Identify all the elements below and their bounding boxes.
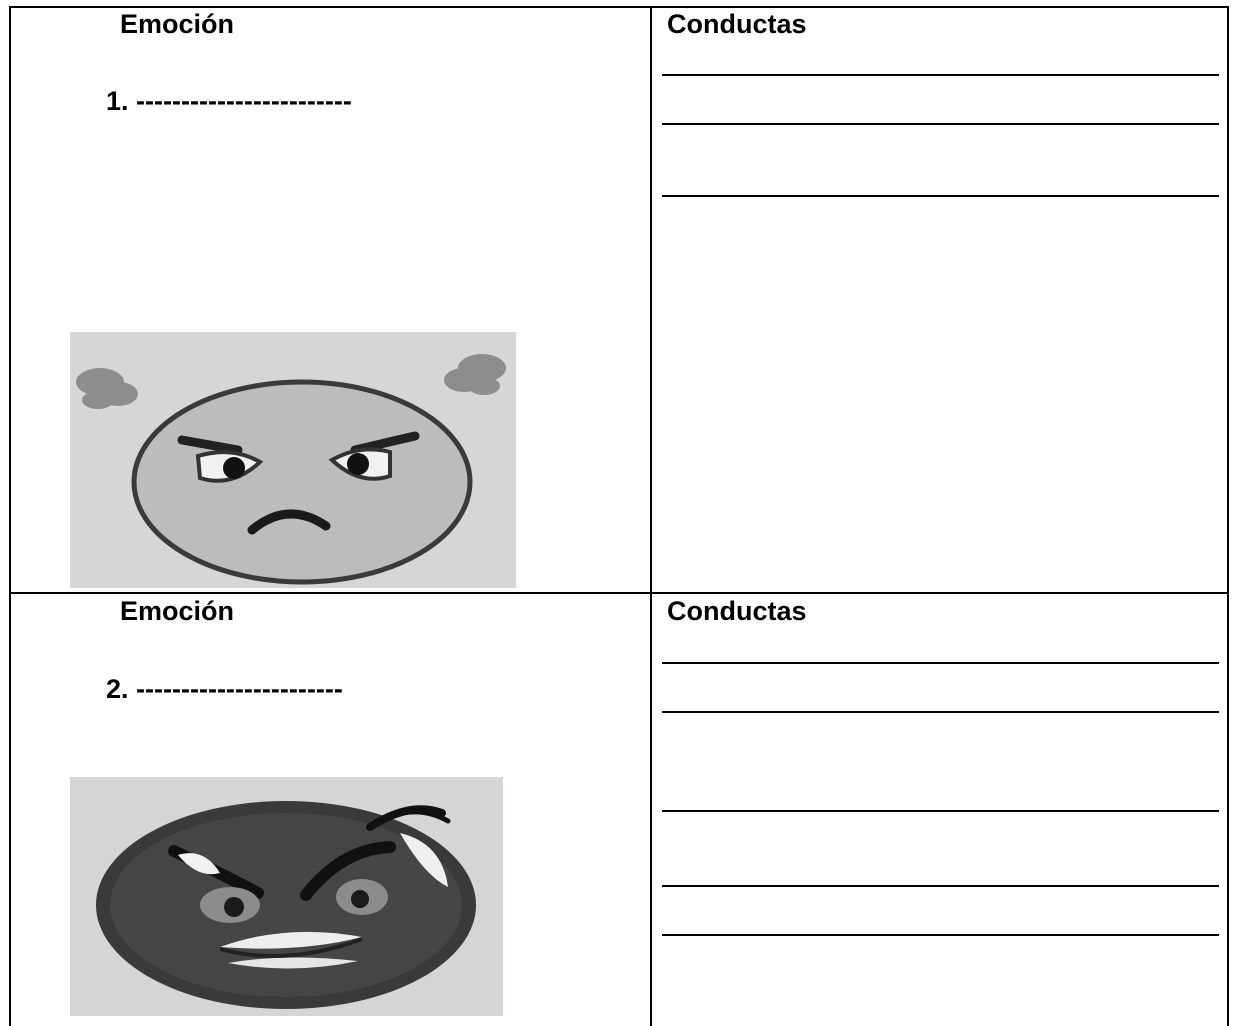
table-row-divider (9, 592, 1229, 594)
emotion-header-1: Emoción (120, 9, 235, 39)
behavior-line-2-1[interactable] (662, 662, 1219, 664)
table-border-top (9, 6, 1229, 8)
behavior-line-2-2[interactable] (662, 711, 1219, 713)
behaviors-header-2: Conductas (667, 596, 807, 626)
behavior-line-2-5[interactable] (662, 934, 1219, 936)
behavior-line-1-2[interactable] (662, 123, 1219, 125)
emotion-item-1[interactable]: 1. ------------------------ (106, 86, 352, 116)
angry-face-with-steam-icon (70, 332, 516, 588)
behavior-line-2-4[interactable] (662, 885, 1219, 887)
behavior-line-2-3[interactable] (662, 810, 1219, 812)
furious-dark-face-icon (70, 777, 503, 1016)
emotion-item-2[interactable]: 2. ----------------------- (106, 674, 343, 704)
emotion-header-2: Emoción (120, 596, 235, 626)
table-border-right (1227, 6, 1229, 1026)
behaviors-header-1: Conductas (667, 9, 807, 39)
table-border-left (9, 6, 11, 1026)
behavior-line-1-1[interactable] (662, 74, 1219, 76)
table-column-divider (650, 6, 652, 1026)
behavior-line-1-3[interactable] (662, 195, 1219, 197)
